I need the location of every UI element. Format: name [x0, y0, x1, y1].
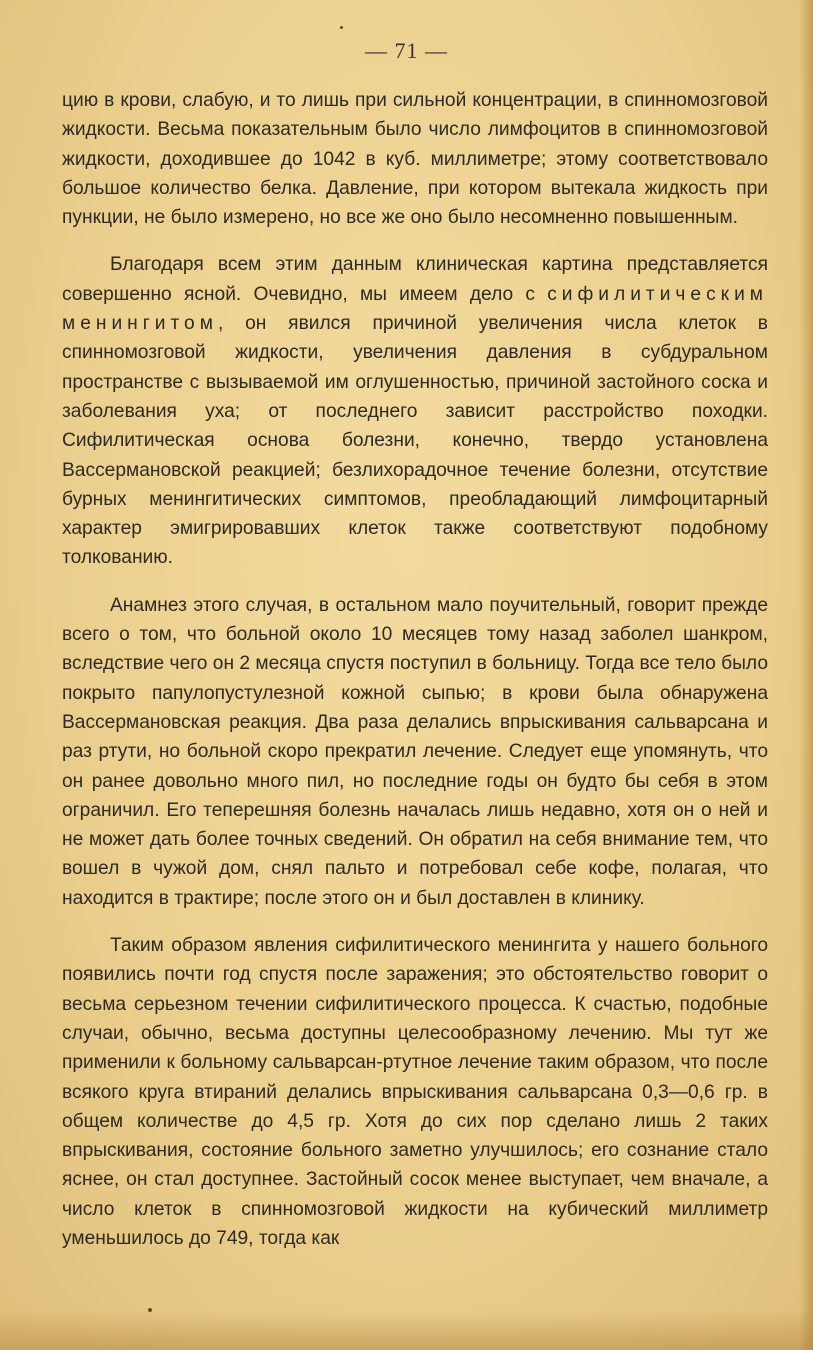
page-edge-shadow [799, 0, 813, 1350]
page-bottom-shadow [0, 1310, 813, 1350]
paragraph-4: Таким образом явления сифилитического менингита у нашего больного появились почти год спустя после заражения; это обстоятельство говорит о весьма серьезном течении сифилитического процесса. К счастью, подобные случаи, обычно, весьма доступны целесообразному лечению. Мы тут же применили к больному сальварсан-ртутное лечение таким образом, что после всякого круга втираний делались впрыскивания сальварсана 0,3—0,6 гр. в общем количестве до 4,5 гр. Хотя до сих пор сделано лишь 2 таких впрыскивания, состояние больного заметно улучшилось; его сознание стало яснее, он стал доступнее. Застойный сосок менее выступает, чем вначале, а число клеток в спинномозговой жидкости на кубический миллиметр уменьшилось до 749, тогда как [62, 935, 768, 1249]
print-speck [340, 26, 343, 29]
paragraph-2-after: , он явился причиной увеличения числа клеток в спинномозговой жидкости, увеличения давления в субдуральном пространстве с вызываемой им оглушенностью, причиной застойного соска и заболевания уха; от последнего зависит расстройство походки. Сифилитическая основа болезни, конечно, твердо установлена Вассермановской реакцией; безлихорадочное течение болезни, отсутствие бурных менингитических симптомов, преобладающий лимфоцитарный характер эмигрировавших клеток также соответствуют подобному толкованию. [62, 313, 768, 569]
paragraph-2 [62, 250, 768, 572]
print-speck [148, 1308, 152, 1312]
body-text [62, 86, 768, 1271]
page-number: — 71 — [365, 38, 448, 63]
paragraph-2-emphasis: сифилитическим менингитом [62, 283, 768, 335]
paragraph-2-before: Благодаря всем этим данным клиническая картина представляется совершенно ясной. Очевидно, мы имеем дело с [62, 254, 768, 305]
paragraph-1: цию в крови, слабую, и то лишь при сильной концентрации, в спинномозговой жидкости. Весьма показательным было число лимфоцитов в спинномозговой жидкости, доходившее до 1042 в куб. миллиметре; этому соответствовало большое количество белка. Давление, при котором вытекала жидкость при пункции, не было измерено, но все же оно было несомненно повышенным. [62, 90, 768, 229]
paragraph-3: Анамнез этого случая, в остальном мало поучительный, говорит прежде всего о том, что больной около 10 месяцев тому назад заболел шанкром, вследствие чего он 2 месяца спустя поступил в больницу. Тогда все тело было покрыто папулопустулезной кожной сыпью; в крови была обнаружена Вассермановская реакция. Два раза делались впрыскивания сальварсана и раз ртути, но больной скоро прекратил лечение. Следует еще упомянуть, что он ранее довольно много пил, но последние годы он будто бы себя в этом ограничил. Его теперешняя болезнь началась лишь недавно, хотя он о ней и не может дать более точных сведений. Он обратил на себя внимание тем, что вошел в чужой дом, снял пальто и потребовал себе кофе, полагая, что находится в трактире; после этого он и был доставлен в клинику. [62, 594, 768, 909]
